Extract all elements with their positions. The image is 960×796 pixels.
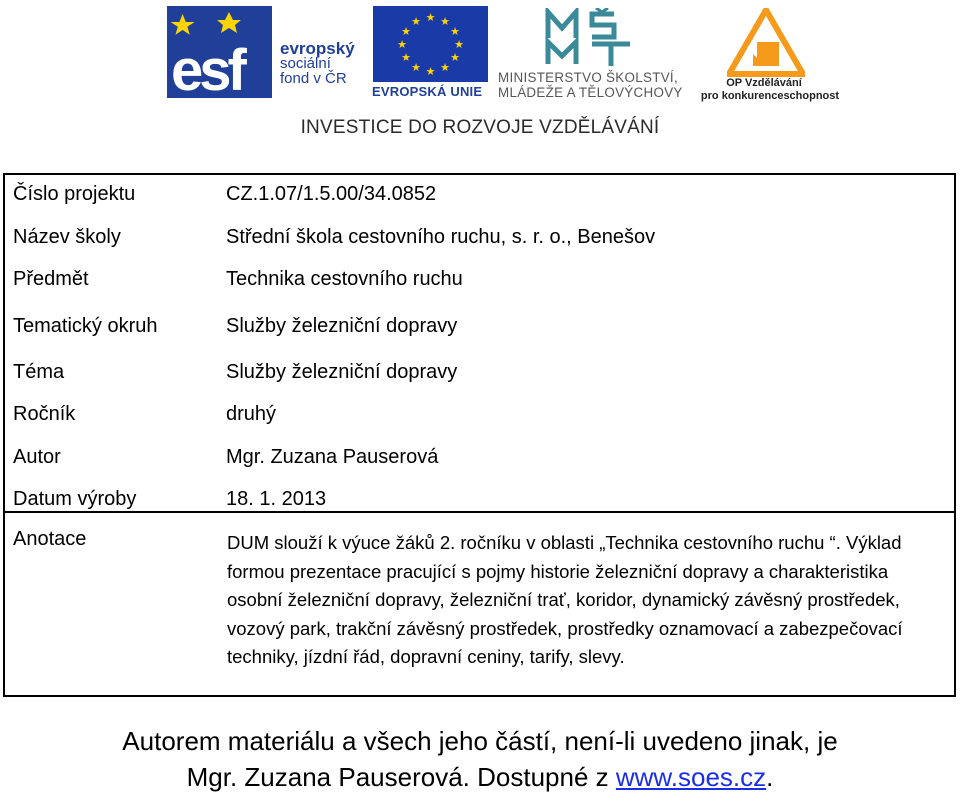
footer-period: .	[766, 762, 774, 792]
info-value: 18. 1. 2013	[226, 488, 327, 510]
info-value: Mgr. Zuzana Pauserová	[226, 446, 439, 468]
info-value: druhý	[226, 403, 277, 425]
svg-text:★: ★	[411, 15, 421, 28]
info-label: Číslo projektu	[13, 183, 136, 205]
svg-text:★: ★	[411, 61, 421, 74]
esf-logo	[167, 6, 272, 98]
msmt-line-2: MLÁDEŽE A TĚLOVÝCHOVY	[498, 85, 683, 100]
footer-line-1: Autorem materiálu a všech jeho částí, není-li uvedeno jinak, je	[122, 726, 838, 756]
info-label: Ročník	[13, 403, 76, 425]
esf-wordmark	[280, 41, 355, 86]
project-info-table	[3, 173, 956, 697]
info-label: Název školy	[13, 226, 121, 248]
svg-text:★: ★	[397, 38, 407, 51]
op-line-1: OP Vzdělávání	[726, 77, 802, 89]
footer-author: Mgr. Zuzana Pauserová. Dostupné z	[186, 762, 616, 792]
info-label: Téma	[13, 361, 65, 383]
msmt-logo	[544, 8, 646, 68]
svg-text:★: ★	[401, 51, 411, 64]
msmt-line-1: MINISTERSTVO ŠKOLSTVÍ,	[498, 70, 678, 85]
info-value: Služby železniční dopravy	[226, 315, 458, 337]
svg-text:★: ★	[450, 51, 460, 64]
info-value: Technika cestovního ruchu	[226, 268, 463, 290]
info-label: Předmět	[13, 268, 89, 290]
svg-text:★: ★	[440, 61, 450, 74]
svg-text:★: ★	[454, 38, 464, 51]
info-label: Autor	[13, 446, 61, 468]
eu-flag-icon	[373, 6, 488, 82]
esf-line-2: sociální	[280, 55, 331, 72]
eu-label: EVROPSKÁ UNIE	[372, 84, 483, 99]
annotation-label: Anotace	[13, 528, 87, 550]
svg-text:★: ★	[425, 11, 436, 24]
esf-line-1: evropský	[280, 39, 355, 58]
op-vzdelavani-logo	[727, 8, 805, 78]
esf-line-3: fond v ČR	[280, 70, 347, 87]
info-value: Služby železniční dopravy	[226, 361, 458, 383]
svg-text:esf: esf	[171, 38, 243, 98]
footer-credit	[0, 723, 960, 795]
info-value: CZ.1.07/1.5.00/34.0852	[226, 183, 437, 205]
op-line-2: pro konkurenceschopnost	[700, 90, 840, 102]
info-label: Tematický okruh	[13, 315, 158, 337]
footer-line-2	[0, 759, 960, 795]
svg-text:★: ★	[450, 25, 460, 38]
op-wordmark	[700, 77, 840, 103]
website-link[interactable]: www.soes.cz	[615, 762, 767, 792]
logo-header	[0, 0, 960, 138]
info-value: Střední škola cestovního ruchu, s. r. o., Benešov	[226, 226, 656, 248]
banner-text: INVESTICE DO ROZVOJE VZDĚLÁVÁNÍ	[300, 117, 660, 138]
svg-text:★: ★	[401, 25, 411, 38]
info-label: Datum výroby	[13, 488, 137, 510]
table-divider	[5, 511, 954, 513]
msmt-wordmark	[498, 70, 698, 100]
svg-text:★: ★	[440, 15, 450, 28]
annotation-text: DUM slouží k výuce žáků 2. ročníku v oblasti „Technika cestovního ruchu “. Výklad formou prezentace pracující s pojmy historie železniční dopravy a charakteristika osobní železniční dopravy, železniční trať, koridor, dynamický závěsný prostředek, vozový park, trakční závěsný prostředek, prostředky oznamovací a zabezpečovací techniky, jízdní řád, dopravní ceniny, tarify, slevy.	[227, 532, 903, 668]
svg-text:★: ★	[425, 65, 436, 78]
